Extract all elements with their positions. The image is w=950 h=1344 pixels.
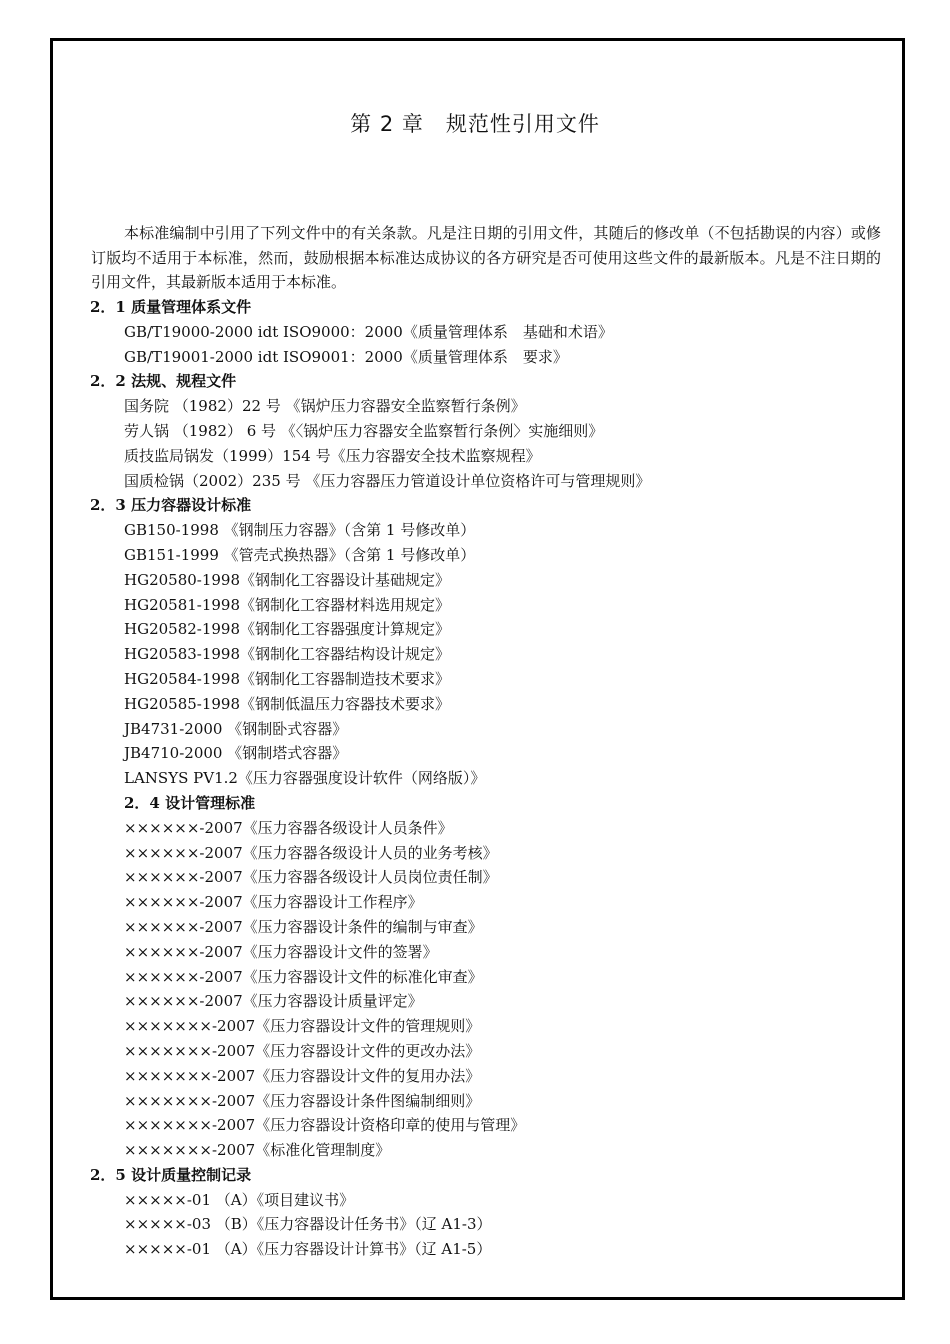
reference-item: ×××××××-2007《压力容器设计资格印章的使用与管理》 <box>124 1116 526 1135</box>
section-heading: 2．2 法规、规程文件 <box>90 372 237 391</box>
section-heading: 2．4 设计管理标准 <box>124 793 256 812</box>
reference-item: ××××××-2007《压力容器设计条件的编制与审查》 <box>124 917 483 936</box>
reference-item: ×××××××-2007《压力容器设计文件的更改办法》 <box>124 1041 481 1060</box>
reference-item: HG20583-1998《钢制化工容器结构设计规定》 <box>124 645 451 664</box>
reference-item: ××××××-2007《压力容器设计文件的标准化审查》 <box>124 967 483 986</box>
reference-item: ××××××-2007《压力容器设计工作程序》 <box>124 893 423 912</box>
reference-item: ×××××-03 （B）《压力容器设计任务书》（辽 A1-3） <box>124 1215 492 1234</box>
reference-item: JB4731-2000 《钢制卧式容器》 <box>124 719 348 738</box>
section-heading: 2．1 质量管理体系文件 <box>90 298 252 316</box>
reference-item: 国质检锅（2002）235 号 《压力容器压力管道设计单位资格许可与管理规则》 <box>124 471 651 490</box>
reference-item: ××××××-2007《压力容器各级设计人员岗位责任制》 <box>124 868 498 887</box>
reference-item: HG20585-1998《钢制低温压力容器技术要求》 <box>124 694 451 713</box>
reference-item: ××××××-2007《压力容器设计文件的签署》 <box>124 942 438 961</box>
reference-item: ××××××-2007《压力容器各级设计人员条件》 <box>124 818 453 837</box>
reference-item: HG20580-1998《钢制化工容器设计基础规定》 <box>124 570 451 589</box>
reference-item: GB150-1998 《钢制压力容器》（含第 1 号修改单） <box>124 521 476 540</box>
intro-paragraph: 本标准编制中引用了下列文件中的有关条款。凡是注日期的引用文件，其随后的修改单（不包括勘误的内容）或修订版均不适用于本标准，然而，鼓励根据本标准达成协议的各方研究是否可使用这些文件的最新版本。凡是不注日期的引用文件，其最新版本适用于本标准。 <box>91 224 881 292</box>
reference-item: 国务院 （1982）22 号 《锅炉压力容器安全监察暂行条例》 <box>124 397 526 416</box>
reference-item: ××××××-2007《压力容器设计质量评定》 <box>124 992 423 1011</box>
chapter-title: 第 2 章 规范性引用文件 <box>350 112 600 136</box>
reference-item: GB/T19001-2000 idt ISO9001：2000《质量管理体系 要求》 <box>124 347 568 366</box>
section-heading: 2．5 设计质量控制记录 <box>90 1165 252 1184</box>
reference-list <box>0 295 950 1262</box>
reference-item: HG20581-1998《钢制化工容器材料选用规定》 <box>124 595 451 614</box>
reference-item: ×××××-01 （A）《压力容器设计计算书》（辽 A1-5） <box>124 1240 492 1259</box>
reference-item: 质技监局锅发（1999）154 号《压力容器安全技术监察规程》 <box>124 446 541 465</box>
reference-item: ××××××-2007《压力容器各级设计人员的业务考核》 <box>124 843 498 862</box>
reference-item: LANSYS PV1.2《压力容器强度设计软件（网络版）》 <box>124 769 486 788</box>
section-heading: 2．3 压力容器设计标准 <box>90 496 252 515</box>
reference-item: JB4710-2000 《钢制塔式容器》 <box>124 744 348 763</box>
reference-item: HG20582-1998《钢制化工容器强度计算规定》 <box>124 620 451 639</box>
reference-item: ×××××××-2007《压力容器设计文件的管理规则》 <box>124 1017 481 1036</box>
reference-item: GB/T19000-2000 idt ISO9000：2000《质量管理体系 基础和术语》 <box>124 322 613 341</box>
reference-item: 劳人锅 （1982） 6 号 《〈锅炉压力容器安全监察暂行条例〉实施细则》 <box>124 421 604 440</box>
reference-item: GB151-1999 《管壳式换热器》（含第 1 号修改单） <box>124 545 476 564</box>
reference-item: HG20584-1998《钢制化工容器制造技术要求》 <box>124 669 451 688</box>
reference-item: ×××××××-2007《标准化管理制度》 <box>124 1141 391 1160</box>
reference-item: ×××××××-2007《压力容器设计文件的复用办法》 <box>124 1066 481 1085</box>
reference-item: ×××××××-2007《压力容器设计条件图编制细则》 <box>124 1091 481 1110</box>
reference-item: ×××××-01 （A）《项目建议书》 <box>124 1190 355 1209</box>
